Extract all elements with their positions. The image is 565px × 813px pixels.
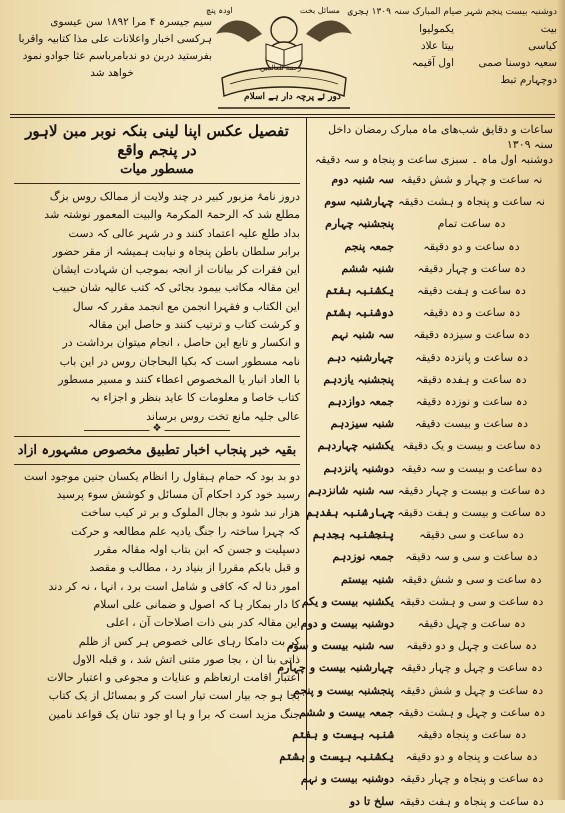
schedule-day: سلخ تا دو	[349, 794, 394, 808]
schedule-day: پنجشنبہ ہجدہم	[312, 528, 394, 542]
schedule-day: پنجشنبہ چہارم	[325, 217, 394, 231]
price-grid-cell: یکمولیوا	[419, 23, 454, 35]
article2-line: دو بد بود کہ حمام ہبقاول را انظام یکسان جنین موجود است	[23, 469, 300, 483]
schedule-time: دہ ساعت و چہل و ہشت دقیقہ	[397, 705, 545, 719]
schedule-time: نہ ساعت و چہار و شش دقیقہ	[400, 173, 543, 186]
schedule-time: دہ ساعت و دو دقیقہ	[423, 239, 520, 253]
schedule-row	[312, 569, 555, 591]
schedule-row	[312, 258, 555, 280]
article-headline	[14, 118, 300, 184]
schedule-day: شنبہ بیست و ہفتم	[292, 728, 394, 742]
article2-line: اعتبار اقامت ارتعاظم و عنایات و مجوعی و اعتبار حالات	[47, 671, 300, 685]
schedule-time: دہ ساعت و ہفدہ دقیقہ	[416, 372, 527, 386]
article-body	[14, 184, 300, 426]
schedule-row	[312, 546, 555, 568]
schedule-day: یکشنبہ ہفتم	[325, 284, 394, 298]
schedule-row	[312, 236, 555, 258]
right-column	[277, 118, 555, 808]
page-edge-shadow	[557, 0, 565, 800]
schedule-time: نہ ساعت و پنجاہ و ہشت دقیقہ	[398, 195, 545, 209]
schedule-row	[312, 435, 555, 457]
article-line: با العاد انبار یا المخصوص اعطاء کنند و مسیر مسطور	[58, 372, 300, 386]
schedule-time: دہ ساعت و پنجاہ دقیقہ	[416, 728, 527, 742]
schedule-day: شنبہ بیستم	[341, 572, 394, 586]
schedule-time: دہ ساعت و دہ دقیقہ	[422, 306, 521, 320]
article2-line: کر بت دامکا رہای عالی خصوص ہر کس از ظلم	[78, 634, 300, 648]
price-grid-cell: کیاسی	[528, 40, 557, 52]
schedule-row	[306, 502, 555, 524]
schedule-day: چہارشنبہ ہفدہم	[306, 506, 394, 520]
masthead-left-info	[12, 4, 212, 82]
article2-headline: بقیہ خبر پنجاب اخبار تطبیق مخصوص مشہورہ ازاد	[14, 436, 300, 465]
schedule-time: دہ ساعت و بیست و ہفت دقیقہ	[397, 506, 546, 520]
article2-line: دسپلیت و جسن کہ ابن بتاب اولہ مقالہ مقرر	[94, 543, 300, 557]
schedule-row	[301, 591, 555, 613]
schedule-time: دہ ساعت و بیست و سہ دقیقہ	[400, 461, 543, 475]
article2-body	[14, 465, 300, 724]
article2-line: رسید خود کرد احکام آن مسائل و کوشش سوء پرسید	[56, 488, 300, 502]
schedule-row	[312, 302, 555, 324]
schedule-time: دہ ساعت تمام	[437, 217, 506, 231]
schedule-time: دہ ساعت و پانزدہ دقیقہ	[415, 350, 528, 364]
schedule-row	[312, 324, 555, 346]
schedule-day: جمعہ دوازدہم	[328, 395, 394, 409]
article2-line: بجا ہو جہ بیار است تیار است کر و بمسائل از یک کتاب	[48, 689, 300, 703]
schedule-time: دہ ساعت و پنجاہ و دو دقیقہ	[405, 750, 538, 764]
schedule-row	[308, 480, 555, 502]
article2-line: این مقالہ کدر بنی ذات اصلاحات آن ، اعلی	[106, 616, 300, 630]
schedule-day: یکشنبہ چہاردہم	[317, 439, 394, 453]
schedule-row	[300, 613, 555, 635]
schedule-day: پنجشنبہ یازدہم	[323, 372, 394, 386]
schedule-row	[293, 680, 555, 702]
masthead-emblem	[204, 4, 364, 114]
schedule-row	[279, 746, 555, 768]
emblem-left-caption: اودہ پنچ	[206, 6, 233, 15]
schedule-time: دہ ساعت و چہل دقیقہ	[417, 617, 526, 631]
article-line: برابر سلطان باطن پنجاہ و نیابت ہمیشہ از مقر حضور	[52, 244, 300, 258]
schedule-day: شنبہ ششم	[341, 261, 394, 275]
schedule-intro-line-0: ساعات و دقایق شب‌های ماہ مبارک رمضان داخل سنہ ۱۳۰۹	[328, 123, 553, 151]
schedule-time: دہ ساعت و سی و سہ دقیقہ	[405, 550, 538, 564]
article2-line: جنگ مزید است کہ برا و ہا او جود تنان یک قواعد نامین	[48, 707, 300, 721]
article-line: دروز نامۂ مزبور کبیر در چند ولایت از ممالک روس بزگ	[49, 190, 300, 203]
issue-date: دوشنبہ بیست پنجم شہر صیام المبارک سنہ ۱۳۰۹ ہجری	[347, 7, 557, 17]
ramadan-schedule-table	[277, 169, 555, 813]
emblem-banner-text: رحمة للعالمين	[260, 64, 302, 72]
emblem-motto: دور ئے پرچہ دار ہے اسلام	[244, 92, 341, 102]
article2-line: کہ چہرا ساختہ را جنگ یادیہ علم مطالعہ و حرکت	[71, 524, 300, 538]
schedule-row	[312, 458, 555, 480]
schedule-day: چہارشنبہ دہم	[327, 350, 394, 364]
price-grid	[357, 21, 557, 89]
schedule-time: دہ ساعت و پنجاہ و ہفت دقیقہ	[399, 794, 544, 808]
schedule-intro	[312, 118, 555, 169]
schedule-time: دہ ساعت و سی و شش دقیقہ	[401, 572, 542, 586]
price-grid-cell: دوچہارم تبط	[500, 74, 557, 86]
schedule-row	[312, 213, 555, 235]
schedule-day: دوشنبہ بیست و نہم	[300, 772, 394, 786]
left-column	[14, 118, 300, 794]
schedule-row	[312, 191, 555, 213]
article-line: و انکسار و تابع این حاصل ، انجام میتوان برداشت در	[62, 336, 300, 350]
article2-line: ذاتی بنا ان ، بجا صور متنی اتش شد ، و قبلہ الاول	[72, 652, 300, 666]
schedule-time: دہ ساعت و سی دقیقہ	[419, 528, 524, 542]
schedule-row	[277, 657, 555, 679]
schedule-day: چہارشنبہ سوم	[324, 195, 394, 209]
schedule-intro-line-1: دوشنبہ اول ماہ ۔ سبزی ساعت و پنجاہ و سہ دقیقہ	[314, 153, 553, 166]
schedule-time: دہ ساعت و چہل و چہار دقیقہ	[400, 661, 543, 675]
schedule-row	[312, 391, 555, 413]
schedule-day: جمعہ پنجم	[344, 239, 394, 253]
article-headline-text: تفصیل عکس اپنا لینی بنکہ نوبر مبن لاہور در پنجم واقع	[25, 122, 289, 159]
article-line: عالی جلیہ مانع تخت روس برساند	[146, 409, 300, 423]
schedule-day: سہ شنبہ بیست و سوم	[286, 639, 394, 653]
schedule-row	[298, 702, 555, 724]
schedule-row	[312, 791, 555, 813]
schedule-time: دہ ساعت و پنجاہ و چہار دقیقہ	[399, 772, 544, 786]
article-line: کتاب خاصا و معلومات کا عاید بنظر و اجزاء بہ	[90, 391, 300, 405]
article-line: این فقرات کر بیانات از انجہ بموجب ان شہادت ایشان	[52, 263, 300, 277]
schedule-time: دہ ساعت و سیزدہ دقیقہ	[413, 328, 530, 342]
schedule-day: دوشنبہ ہشتم	[325, 306, 394, 320]
schedule-row	[312, 413, 555, 435]
article-line: نامہ مسطور است کہ بکیا البحاجان روس در این باب	[59, 354, 300, 368]
price-grid-cell	[357, 72, 454, 89]
schedule-day: پنجشنبہ بیست و پنجم	[293, 683, 394, 697]
article-line: این الکتاب و فقہرا انجمن مع انجمد مقرر کہ سال	[72, 299, 300, 313]
article-headline-sub: مسطور میات	[120, 162, 194, 177]
schedule-row	[300, 768, 555, 790]
schedule-day: جمعہ بیست و ششم	[298, 705, 394, 719]
schedule-day: چہارشنبہ بیست و چہارم	[277, 661, 394, 675]
schedule-row	[312, 369, 555, 391]
schedule-time: دہ ساعت و چہل و شش دقیقہ	[399, 683, 544, 697]
masthead-right-info	[347, 4, 557, 89]
schedule-day: جمعہ نوزدہم	[332, 550, 394, 564]
schedule-time: دہ ساعت و بیست و یک دقیقہ	[402, 439, 541, 453]
article2-line: امور دنا لہ کہ کافی و شامل است برد ، انہا ، نہ کر دند	[48, 579, 300, 593]
schedule-day: سہ شنبہ دوم	[331, 173, 394, 186]
schedule-time: دہ ساعت و نوزدہ دقیقہ	[415, 395, 528, 409]
article-line: این مقالہ مکاتب بیمود بجائی کہ کتب عالیہ شان حبیب	[52, 281, 300, 295]
price-grid-cell: سعیہ دوسنا صمی	[478, 57, 557, 69]
schedule-day: دوشنبہ پانزدہم	[323, 461, 394, 475]
schedule-row	[286, 635, 555, 657]
price-grid-cell: اول آقیمہ	[411, 57, 454, 69]
price-grid-cell: بیت	[540, 23, 557, 35]
schedule-time: دہ ساعت و ہفت دقیقہ	[417, 284, 526, 298]
masthead-left-line-2: بفرستید دربن دو ندبامرباسم عثا جوادو نمود	[22, 50, 212, 62]
masthead-left-line-1: ہرکسی اخبار واعلانات علی مذا کتابیہ واقربا	[18, 33, 212, 45]
masthead-left-line-0: سیم جیسرہ ۴ مرا ۱۸۹۲ سن عیسوی	[50, 16, 212, 28]
emblem-top-caption: مسائل بخت	[300, 6, 340, 15]
schedule-row	[292, 724, 555, 746]
schedule-time: دہ ساعت و بیست دقیقہ	[414, 417, 529, 431]
article2-line: و قبل بابکم مقررا از بنیاد رد ، مطالب و مقصد	[89, 561, 300, 575]
schedule-time: دہ ساعت و سی و ہشت دقیقہ	[399, 594, 544, 608]
article2-line: هزار نبد شود و بجال الملوک و بر تر کیب ساخت	[80, 506, 300, 520]
schedule-day: سہ شنبہ نہم	[331, 328, 394, 342]
article-line: و کرشت کتاب و ترتیب کنند و حاصل این مقالہ	[88, 318, 300, 332]
schedule-day: یکشنبہ بیست و یکم	[301, 594, 394, 608]
masthead-left-line-3: خواهد شد	[90, 67, 134, 79]
schedule-day: دوشنبہ بیست و دوم	[300, 617, 394, 631]
article2-line: کا دار بمکار ہا کہ اصول و ضمانی علی اسلام	[93, 597, 300, 611]
masthead	[8, 4, 557, 116]
schedule-row	[312, 524, 555, 546]
price-grid-cell: بیتا علاد	[420, 40, 454, 52]
schedule-day: شنبہ سیزدہم	[330, 417, 394, 431]
article-line: مطلع شد کہ الرحمۃ المکرمۃ والبیت المعمور نوشتہ شد	[44, 208, 300, 222]
schedule-day: یکشنبہ بیست و ہشتم	[279, 750, 394, 764]
schedule-time: دہ ساعت و چہل و دو دقیقہ	[406, 639, 537, 653]
schedule-row	[312, 169, 555, 191]
schedule-time: دہ ساعت و بیست و چہار دقیقہ	[397, 483, 546, 497]
masthead-rule	[10, 114, 555, 115]
schedule-time: دہ ساعت و چہار دقیقہ	[417, 261, 526, 275]
article-line: بداد طلع علیہ اعتماد کنند و در شہر عالی کہ دست	[68, 226, 300, 240]
schedule-row	[312, 280, 555, 302]
article-separator	[14, 426, 300, 436]
schedule-row	[312, 347, 555, 369]
schedule-day: سہ شنبہ شانزدہم	[308, 483, 394, 497]
